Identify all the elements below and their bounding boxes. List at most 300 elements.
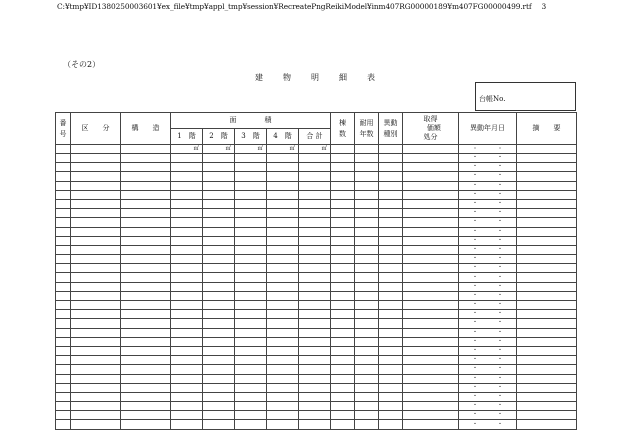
date-cell[interactable]: ・ ・ (459, 310, 517, 319)
table-cell[interactable] (355, 337, 379, 346)
table-cell[interactable] (121, 337, 171, 346)
table-cell[interactable] (517, 374, 577, 383)
table-cell[interactable] (56, 383, 71, 392)
table-cell[interactable] (71, 337, 121, 346)
area-cell[interactable] (171, 236, 203, 245)
table-cell[interactable] (517, 245, 577, 254)
table-cell[interactable] (71, 199, 121, 208)
table-cell[interactable] (56, 227, 71, 236)
area-cell[interactable] (203, 209, 235, 218)
table-cell[interactable] (121, 172, 171, 181)
table-cell[interactable] (71, 273, 121, 282)
table-cell[interactable] (56, 264, 71, 273)
area-cell[interactable] (235, 383, 267, 392)
area-cell[interactable] (235, 374, 267, 383)
table-cell[interactable] (403, 319, 459, 328)
area-cell[interactable] (203, 346, 235, 355)
table-cell[interactable] (71, 218, 121, 227)
table-cell[interactable] (299, 420, 331, 429)
area-cell[interactable] (171, 264, 203, 273)
table-cell[interactable] (355, 236, 379, 245)
table-cell[interactable] (71, 172, 121, 181)
table-cell[interactable] (121, 420, 171, 429)
table-cell[interactable] (299, 190, 331, 199)
table-cell[interactable] (517, 402, 577, 411)
area-cell[interactable] (235, 227, 267, 236)
table-cell[interactable] (56, 310, 71, 319)
date-cell[interactable]: ・ ・ (459, 402, 517, 411)
table-cell[interactable] (56, 181, 71, 190)
table-cell[interactable] (355, 356, 379, 365)
table-cell[interactable] (403, 328, 459, 337)
table-cell[interactable] (379, 374, 403, 383)
table-cell[interactable] (71, 236, 121, 245)
table-cell[interactable] (71, 190, 121, 199)
date-cell[interactable]: ・ ・ (459, 227, 517, 236)
area-cell[interactable] (235, 245, 267, 254)
area-cell[interactable] (203, 374, 235, 383)
table-cell[interactable] (517, 383, 577, 392)
table-cell[interactable] (71, 402, 121, 411)
area-cell[interactable] (235, 392, 267, 401)
table-cell[interactable] (331, 319, 355, 328)
table-cell[interactable] (355, 209, 379, 218)
table-cell[interactable] (379, 163, 403, 172)
table-cell[interactable] (379, 227, 403, 236)
date-cell[interactable]: ・ ・ (459, 163, 517, 172)
area-cell[interactable] (267, 273, 299, 282)
area-cell[interactable] (235, 310, 267, 319)
table-cell[interactable] (56, 356, 71, 365)
table-cell[interactable] (517, 227, 577, 236)
table-cell[interactable] (121, 209, 171, 218)
table-cell[interactable] (121, 218, 171, 227)
table-cell[interactable] (379, 190, 403, 199)
date-cell[interactable]: ・ ・ (459, 154, 517, 163)
date-cell[interactable]: ・ ・ (459, 245, 517, 254)
table-cell[interactable] (517, 319, 577, 328)
table-cell[interactable] (355, 282, 379, 291)
table-cell[interactable] (331, 245, 355, 254)
area-cell[interactable] (171, 301, 203, 310)
table-cell[interactable] (56, 218, 71, 227)
table-cell[interactable] (517, 209, 577, 218)
table-cell[interactable] (56, 291, 71, 300)
table-cell[interactable] (379, 392, 403, 401)
table-cell[interactable] (403, 264, 459, 273)
area-cell[interactable] (171, 365, 203, 374)
table-cell[interactable] (517, 356, 577, 365)
date-cell[interactable]: ・ ・ (459, 328, 517, 337)
area-cell[interactable] (235, 209, 267, 218)
table-cell[interactable] (517, 273, 577, 282)
table-cell[interactable] (71, 356, 121, 365)
area-cell[interactable] (171, 172, 203, 181)
date-cell[interactable]: ・ ・ (459, 236, 517, 245)
area-cell[interactable] (203, 181, 235, 190)
table-cell[interactable] (379, 383, 403, 392)
table-cell[interactable] (56, 346, 71, 355)
area-cell[interactable] (171, 163, 203, 172)
table-cell[interactable] (355, 154, 379, 163)
table-cell[interactable] (517, 236, 577, 245)
area-cell[interactable] (235, 319, 267, 328)
table-cell[interactable] (299, 328, 331, 337)
table-cell[interactable] (379, 209, 403, 218)
area-cell[interactable] (235, 255, 267, 264)
table-cell[interactable] (331, 301, 355, 310)
area-cell[interactable] (171, 282, 203, 291)
table-cell[interactable] (299, 356, 331, 365)
date-cell[interactable]: ・ ・ (459, 420, 517, 429)
area-cell[interactable] (267, 190, 299, 199)
area-cell[interactable] (267, 411, 299, 420)
table-cell[interactable] (379, 245, 403, 254)
table-cell[interactable] (331, 264, 355, 273)
area-cell[interactable] (203, 255, 235, 264)
table-cell[interactable] (121, 154, 171, 163)
table-cell[interactable] (299, 319, 331, 328)
area-cell[interactable] (235, 420, 267, 429)
table-cell[interactable] (517, 218, 577, 227)
table-cell[interactable] (403, 236, 459, 245)
table-cell[interactable] (121, 374, 171, 383)
table-cell[interactable] (121, 383, 171, 392)
table-cell[interactable] (121, 319, 171, 328)
date-cell[interactable]: ・ ・ (459, 181, 517, 190)
area-cell[interactable] (203, 383, 235, 392)
table-cell[interactable] (121, 199, 171, 208)
table-cell[interactable] (56, 420, 71, 429)
area-cell[interactable] (203, 154, 235, 163)
table-cell[interactable] (331, 356, 355, 365)
table-cell[interactable] (121, 245, 171, 254)
table-cell[interactable] (56, 282, 71, 291)
table-cell[interactable] (299, 264, 331, 273)
table-cell[interactable] (331, 145, 355, 154)
table-cell[interactable] (331, 282, 355, 291)
table-cell[interactable] (379, 402, 403, 411)
area-cell[interactable] (203, 392, 235, 401)
table-cell[interactable] (403, 365, 459, 374)
area-cell[interactable] (203, 328, 235, 337)
table-cell[interactable] (121, 190, 171, 199)
table-cell[interactable] (71, 245, 121, 254)
table-cell[interactable] (299, 374, 331, 383)
table-cell[interactable] (379, 291, 403, 300)
area-cell[interactable] (171, 411, 203, 420)
area-cell[interactable] (267, 236, 299, 245)
area-cell[interactable] (267, 291, 299, 300)
table-cell[interactable] (355, 227, 379, 236)
table-cell[interactable] (56, 411, 71, 420)
table-cell[interactable] (71, 264, 121, 273)
area-cell[interactable] (267, 163, 299, 172)
table-cell[interactable] (121, 392, 171, 401)
table-cell[interactable] (403, 218, 459, 227)
table-cell[interactable] (403, 181, 459, 190)
table-cell[interactable] (355, 273, 379, 282)
table-cell[interactable] (299, 163, 331, 172)
table-cell[interactable] (355, 163, 379, 172)
table-cell[interactable] (403, 374, 459, 383)
table-cell[interactable] (403, 154, 459, 163)
table-cell[interactable] (299, 383, 331, 392)
table-cell[interactable] (403, 273, 459, 282)
table-cell[interactable] (71, 154, 121, 163)
date-cell[interactable]: ・ ・ (459, 365, 517, 374)
area-cell[interactable] (171, 319, 203, 328)
table-cell[interactable] (299, 172, 331, 181)
area-cell[interactable] (235, 346, 267, 355)
table-cell[interactable] (517, 199, 577, 208)
table-cell[interactable] (71, 255, 121, 264)
table-cell[interactable] (299, 236, 331, 245)
table-cell[interactable] (121, 145, 171, 154)
area-cell[interactable] (171, 181, 203, 190)
area-unit-cell[interactable]: ㎡ (171, 145, 203, 154)
table-cell[interactable] (56, 328, 71, 337)
table-cell[interactable] (56, 402, 71, 411)
table-cell[interactable] (56, 199, 71, 208)
table-cell[interactable] (379, 420, 403, 429)
table-cell[interactable] (56, 301, 71, 310)
table-cell[interactable] (299, 365, 331, 374)
area-cell[interactable] (235, 154, 267, 163)
table-cell[interactable] (331, 236, 355, 245)
table-cell[interactable] (331, 227, 355, 236)
table-cell[interactable] (331, 411, 355, 420)
date-cell[interactable]: ・ ・ (459, 392, 517, 401)
table-cell[interactable] (355, 420, 379, 429)
table-cell[interactable] (403, 255, 459, 264)
area-cell[interactable] (267, 337, 299, 346)
table-cell[interactable] (517, 301, 577, 310)
table-cell[interactable] (121, 236, 171, 245)
table-cell[interactable] (403, 392, 459, 401)
area-cell[interactable] (267, 154, 299, 163)
table-cell[interactable] (121, 181, 171, 190)
area-cell[interactable] (235, 301, 267, 310)
area-cell[interactable] (267, 227, 299, 236)
table-cell[interactable] (331, 181, 355, 190)
table-cell[interactable] (56, 236, 71, 245)
table-cell[interactable] (121, 328, 171, 337)
area-cell[interactable] (203, 245, 235, 254)
area-cell[interactable] (235, 337, 267, 346)
table-cell[interactable] (299, 337, 331, 346)
table-cell[interactable] (56, 209, 71, 218)
area-cell[interactable] (203, 264, 235, 273)
table-cell[interactable] (355, 328, 379, 337)
area-cell[interactable] (267, 328, 299, 337)
table-cell[interactable] (331, 374, 355, 383)
area-cell[interactable] (203, 190, 235, 199)
area-unit-cell[interactable]: ㎡ (203, 145, 235, 154)
area-cell[interactable] (267, 402, 299, 411)
area-cell[interactable] (171, 255, 203, 264)
area-cell[interactable] (235, 236, 267, 245)
area-cell[interactable] (267, 255, 299, 264)
table-cell[interactable] (331, 199, 355, 208)
table-cell[interactable] (121, 310, 171, 319)
area-cell[interactable] (171, 245, 203, 254)
table-cell[interactable] (56, 273, 71, 282)
area-cell[interactable] (203, 199, 235, 208)
table-cell[interactable] (299, 218, 331, 227)
table-cell[interactable] (331, 328, 355, 337)
date-cell[interactable]: ・ ・ (459, 190, 517, 199)
table-cell[interactable] (355, 291, 379, 300)
table-cell[interactable] (355, 255, 379, 264)
table-cell[interactable] (71, 310, 121, 319)
table-cell[interactable] (403, 383, 459, 392)
date-cell[interactable]: ・ ・ (459, 209, 517, 218)
table-cell[interactable] (379, 236, 403, 245)
table-cell[interactable] (355, 411, 379, 420)
table-cell[interactable] (121, 163, 171, 172)
table-cell[interactable] (56, 337, 71, 346)
area-cell[interactable] (203, 319, 235, 328)
date-cell[interactable]: ・ ・ (459, 411, 517, 420)
date-cell[interactable]: ・ ・ (459, 255, 517, 264)
table-cell[interactable] (121, 264, 171, 273)
area-cell[interactable] (235, 282, 267, 291)
table-cell[interactable] (517, 291, 577, 300)
table-cell[interactable] (71, 209, 121, 218)
area-cell[interactable] (203, 172, 235, 181)
date-cell[interactable]: ・ ・ (459, 319, 517, 328)
table-cell[interactable] (379, 411, 403, 420)
table-cell[interactable] (379, 181, 403, 190)
table-cell[interactable] (403, 145, 459, 154)
table-cell[interactable] (331, 190, 355, 199)
area-cell[interactable] (203, 273, 235, 282)
table-cell[interactable] (121, 273, 171, 282)
table-cell[interactable] (403, 190, 459, 199)
area-cell[interactable] (203, 411, 235, 420)
table-cell[interactable] (355, 365, 379, 374)
area-cell[interactable] (171, 218, 203, 227)
table-cell[interactable] (299, 291, 331, 300)
table-cell[interactable] (517, 328, 577, 337)
table-cell[interactable] (379, 319, 403, 328)
table-cell[interactable] (71, 420, 121, 429)
table-cell[interactable] (355, 145, 379, 154)
date-cell[interactable]: ・ ・ (459, 282, 517, 291)
area-cell[interactable] (235, 199, 267, 208)
table-cell[interactable] (379, 145, 403, 154)
table-cell[interactable] (403, 172, 459, 181)
table-cell[interactable] (299, 273, 331, 282)
table-cell[interactable] (379, 273, 403, 282)
area-cell[interactable] (171, 199, 203, 208)
area-cell[interactable] (267, 264, 299, 273)
table-cell[interactable] (355, 319, 379, 328)
table-cell[interactable] (403, 301, 459, 310)
area-cell[interactable] (203, 291, 235, 300)
table-cell[interactable] (355, 346, 379, 355)
table-cell[interactable] (331, 209, 355, 218)
table-cell[interactable] (517, 365, 577, 374)
table-cell[interactable] (403, 282, 459, 291)
area-cell[interactable] (171, 346, 203, 355)
table-cell[interactable] (121, 282, 171, 291)
table-cell[interactable] (331, 255, 355, 264)
area-cell[interactable] (235, 181, 267, 190)
area-cell[interactable] (171, 209, 203, 218)
table-cell[interactable] (71, 411, 121, 420)
table-cell[interactable] (121, 402, 171, 411)
table-cell[interactable] (331, 365, 355, 374)
date-cell[interactable]: ・ ・ (459, 199, 517, 208)
table-cell[interactable] (331, 337, 355, 346)
area-cell[interactable] (203, 356, 235, 365)
table-cell[interactable] (355, 218, 379, 227)
table-cell[interactable] (299, 310, 331, 319)
table-cell[interactable] (299, 154, 331, 163)
table-cell[interactable] (403, 310, 459, 319)
table-cell[interactable] (56, 365, 71, 374)
table-cell[interactable] (517, 337, 577, 346)
table-cell[interactable] (71, 346, 121, 355)
table-cell[interactable] (379, 365, 403, 374)
table-cell[interactable] (379, 199, 403, 208)
area-cell[interactable] (171, 374, 203, 383)
area-cell[interactable] (267, 374, 299, 383)
table-cell[interactable] (379, 264, 403, 273)
area-cell[interactable] (267, 319, 299, 328)
area-cell[interactable] (267, 181, 299, 190)
table-cell[interactable] (331, 383, 355, 392)
table-cell[interactable] (121, 365, 171, 374)
table-cell[interactable] (331, 172, 355, 181)
table-cell[interactable] (355, 402, 379, 411)
table-cell[interactable] (299, 402, 331, 411)
area-cell[interactable] (267, 420, 299, 429)
table-cell[interactable] (331, 402, 355, 411)
area-cell[interactable] (235, 291, 267, 300)
table-cell[interactable] (379, 356, 403, 365)
area-cell[interactable] (267, 346, 299, 355)
date-cell[interactable]: ・ ・ (459, 374, 517, 383)
table-cell[interactable] (56, 163, 71, 172)
area-cell[interactable] (171, 383, 203, 392)
area-cell[interactable] (267, 383, 299, 392)
table-cell[interactable] (71, 319, 121, 328)
table-cell[interactable] (355, 181, 379, 190)
table-cell[interactable] (331, 218, 355, 227)
table-cell[interactable] (379, 282, 403, 291)
area-cell[interactable] (171, 291, 203, 300)
area-cell[interactable] (171, 227, 203, 236)
area-cell[interactable] (235, 273, 267, 282)
area-cell[interactable] (171, 154, 203, 163)
area-cell[interactable] (171, 190, 203, 199)
table-cell[interactable] (517, 264, 577, 273)
date-cell[interactable]: ・ ・ (459, 337, 517, 346)
area-cell[interactable] (235, 172, 267, 181)
table-cell[interactable] (121, 301, 171, 310)
table-cell[interactable] (299, 255, 331, 264)
table-cell[interactable] (71, 282, 121, 291)
area-cell[interactable] (203, 282, 235, 291)
area-cell[interactable] (171, 402, 203, 411)
area-cell[interactable] (267, 310, 299, 319)
area-cell[interactable] (267, 172, 299, 181)
area-cell[interactable] (171, 392, 203, 401)
area-cell[interactable] (203, 227, 235, 236)
